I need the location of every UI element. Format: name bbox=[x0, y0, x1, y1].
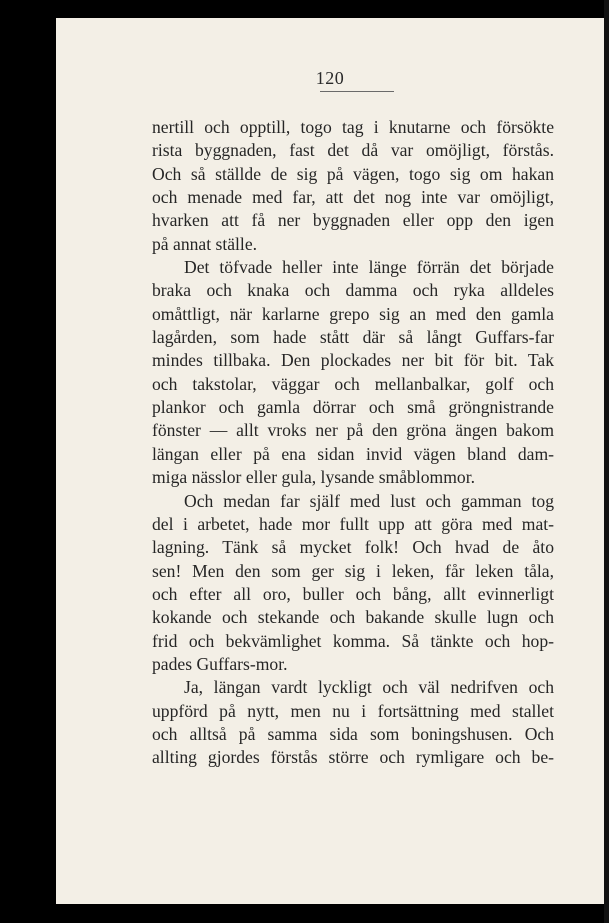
text-line: och alltså på samma sida som boningshusen. Och bbox=[152, 723, 554, 744]
text-line: kokande och stekande och bakande skulle lugn och bbox=[152, 607, 554, 628]
text-line: Och så ställde de sig på vägen, togo sig om hakan bbox=[152, 163, 554, 184]
text-line: frid och bekvämlighet komma. Så tänkte och hop- bbox=[152, 630, 554, 651]
text-line: uppförd på nytt, men nu i fortsättning med stallet bbox=[152, 700, 554, 721]
text-line: Ja, längan vardt lyckligt och väl nedrifven och bbox=[184, 677, 554, 698]
text-line: Det töfvade heller inte länge förrän det började bbox=[184, 257, 554, 278]
text-line: Och medan far själf med lust och gamman tog bbox=[184, 490, 554, 511]
text-line: mindes tillbaka. Den plockades ner bit för bit. Tak bbox=[152, 350, 554, 371]
text-line: på annat ställe. bbox=[152, 233, 258, 254]
scan-edge bbox=[604, 0, 609, 923]
text-line: lagning. Tänk så mycket folk! Och hvad de åto bbox=[152, 537, 554, 558]
page-number: 120 bbox=[315, 68, 345, 88]
text-line: braka och knaka och damma och ryka alldeles bbox=[152, 280, 554, 301]
text-line: allting gjordes förstås större och rymligare och be- bbox=[152, 747, 554, 768]
text-line: lagården, som hade stått där så långt Guffars-far bbox=[152, 327, 554, 348]
text-line: del i arbetet, hade mor fullt upp att göra med mat- bbox=[152, 513, 554, 534]
text-line: plankor och gamla dörrar och små gröngnistrande bbox=[152, 397, 554, 418]
text-line: omåttligt, när karlarne grepo sig an med den gamla bbox=[152, 303, 554, 324]
text-line: miga nässlor eller gula, lysande småblommor. bbox=[152, 467, 475, 488]
text-line: och menade med far, att det nog inte var omöjligt, bbox=[152, 187, 554, 208]
text-line: och efter all oro, buller och bång, allt evinnerligt bbox=[152, 583, 554, 604]
book-page bbox=[56, 18, 604, 904]
text-line: pades Guffars-mor. bbox=[152, 653, 288, 674]
body-text bbox=[152, 116, 554, 770]
text-line: hvarken att få ner byggnaden eller opp den igen bbox=[152, 210, 554, 231]
text-line: och takstolar, väggar och mellanbalkar, golf och bbox=[152, 373, 554, 394]
text-line: fönster — allt vroks ner på den gröna ängen bakom bbox=[152, 420, 554, 441]
page-number-rule bbox=[320, 91, 394, 92]
text-line: längan eller på ena sidan invid vägen bland dam- bbox=[152, 443, 554, 464]
text-line: nertill och opptill, togo tag i knutarne och försökte bbox=[152, 117, 554, 137]
text-line: rista byggnaden, fast det då var omöjligt, förstås. bbox=[152, 140, 554, 161]
text-line: sen! Men den som ger sig i leken, får leken tåla, bbox=[152, 560, 554, 581]
